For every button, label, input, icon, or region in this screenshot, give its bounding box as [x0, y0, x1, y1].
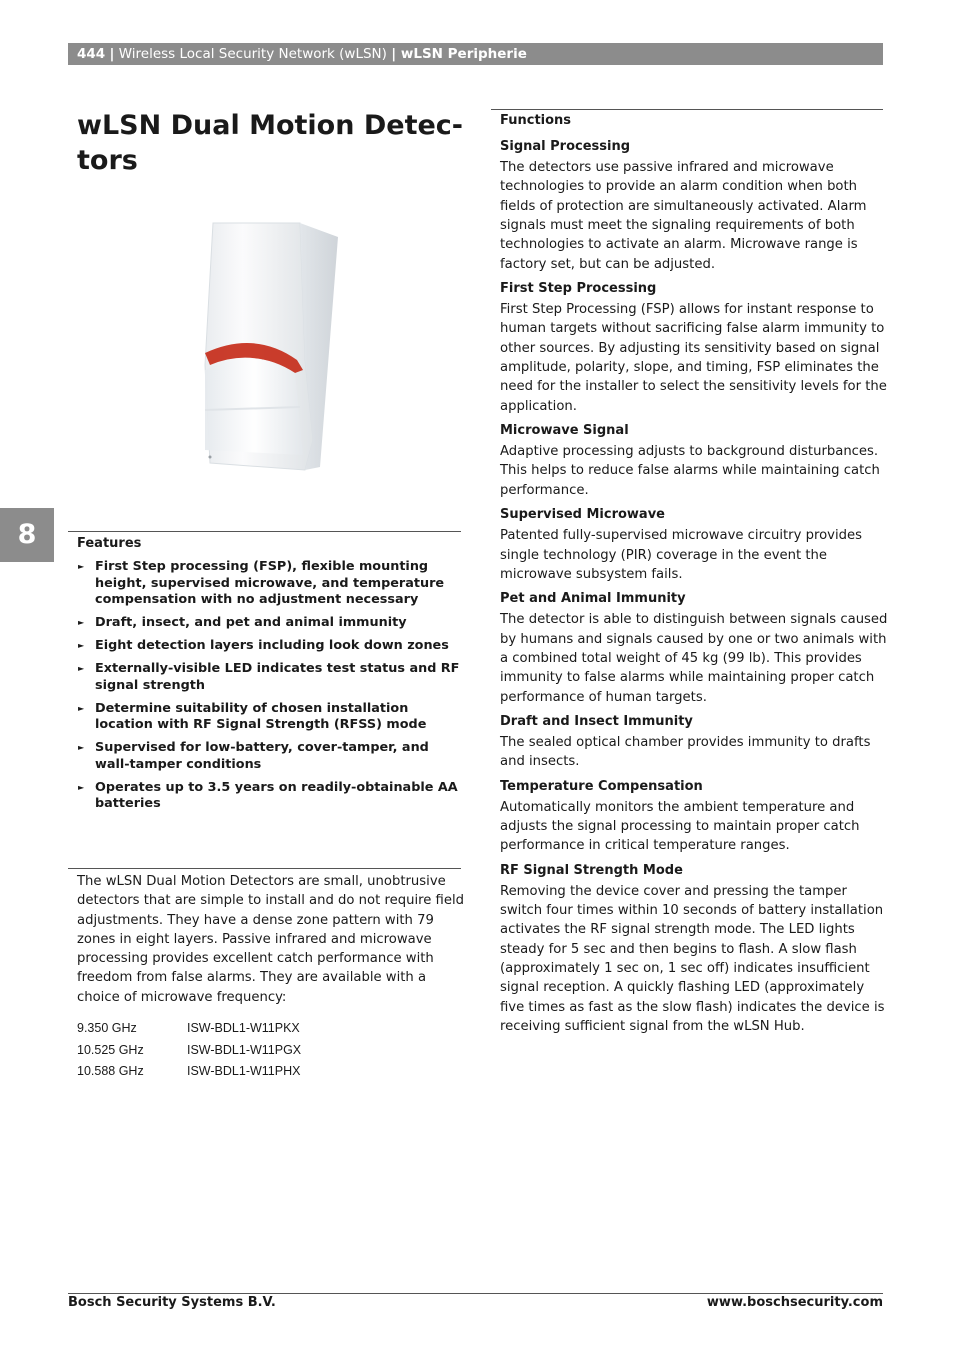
function-draft-insect-immunity: [500, 713, 888, 772]
footer-website-link[interactable]: www.boschsecurity.com: [706, 1295, 883, 1310]
feature-text: Eight detection layers including look down zones: [95, 638, 449, 653]
model-cell: ISW-BDL1-W11PGX: [187, 1042, 302, 1057]
feature-text: Supervised for low-battery, cover-tamper, and wall-tamper conditions: [95, 740, 429, 772]
function-title: Pet and Animal Immunity: [500, 591, 686, 607]
header-section: | wLSN Peripherie: [391, 46, 527, 62]
function-title: Signal Processing: [500, 139, 631, 154]
header-separator: |: [109, 46, 115, 62]
feature-text: Determine suitability of chosen installation location with RF Signal Strength (RFSS) mode: [95, 700, 427, 732]
function-title: Temperature Compensation: [500, 778, 703, 794]
feature-text: First Step processing (FSP), flexible mounting height, supervised microwave, and temperature compensation with no adjustment necessary: [95, 559, 445, 607]
bullet-arrow-icon: ►: [78, 703, 85, 713]
functions-heading: Functions: [500, 113, 572, 128]
feature-text: Externally-visible LED indicates test status and RF signal strength: [95, 661, 460, 693]
frequency-cell: 9.350 GHz: [77, 1021, 137, 1035]
feature-item: [77, 661, 463, 694]
product-image: [135, 195, 415, 495]
footer-rule: [68, 1293, 883, 1294]
feature-item: [77, 740, 463, 773]
function-microwave-signal: [500, 422, 888, 500]
features-section: [77, 535, 463, 819]
table-row: [77, 1040, 301, 1062]
function-text: The sealed optical chamber provides immunity to drafts and insects.: [500, 734, 871, 770]
bullet-arrow-icon: ►: [78, 664, 85, 673]
feature-item: [77, 638, 463, 655]
features-rule: [68, 531, 461, 532]
header-chapter: Wireless Local Security Network (wLSN): [118, 46, 387, 62]
footer-company: Bosch Security Systems B.V.: [68, 1295, 276, 1310]
header-page-number: 444: [77, 46, 106, 62]
functions-section: [500, 112, 888, 1042]
function-text: Automatically monitors the ambient temperature and adjusts the signal processing to maintain proper catch performance in critical temperature ranges.: [500, 799, 860, 854]
function-text: Patented fully-supervised microwave circuitry provides single technology (PIR) coverage in the event the microwave subsystem fails.: [500, 528, 862, 582]
feature-item: [77, 701, 463, 734]
bullet-arrow-icon: ►: [78, 782, 85, 792]
frequency-cell: 10.588 GHz: [77, 1064, 144, 1078]
function-title: Microwave Signal: [500, 423, 629, 439]
function-temperature-compensation: [500, 778, 888, 856]
function-text: The detectors use passive infrared and microwave technologies to provide an alarm condition when both fields of protection are simultaneously activated. Alarm signals must meet the signaling requirements of both technologies to activate an alarm. Microwave range is factory set, but can be adjusted.: [500, 160, 867, 272]
feature-item: [77, 780, 463, 813]
function-first-step-processing: [500, 280, 888, 416]
intro-rule: [68, 868, 461, 869]
features-list: [77, 559, 463, 813]
function-text: The detector is able to distinguish between signals caused by humans and signals caused by one or two animals with a combined total weight of 45 kg (99 lb). This provides immunity to false alarms while maintaining proper catch performance of human targets.: [500, 612, 888, 705]
function-pet-animal-immunity: [500, 590, 888, 707]
model-cell: ISW-BDL1-W11PHX: [187, 1064, 301, 1078]
function-title: RF Signal Strength Mode: [500, 862, 683, 878]
function-text: Removing the device cover and pressing the tamper switch four times within 10 seconds of battery installation activates the RF signal strength mode. The LED lights steady for 5 sec and then begins to flash. A slow flash (approximately 1 sec on, 1 sec off) indicates insufficient signal reception. A quickly flashing LED (approximately five times as fast as the slow flash) indicates the device is receiving sufficient signal from the wLSN Hub.: [500, 883, 885, 1035]
bullet-arrow-icon: ►: [78, 743, 85, 752]
feature-item: [77, 559, 463, 609]
function-title: Supervised Microwave: [500, 507, 665, 523]
frequency-cell: 10.525 GHz: [77, 1042, 144, 1057]
feature-item: [77, 615, 463, 632]
function-supervised-microwave: [500, 506, 888, 584]
running-header: [68, 43, 883, 65]
function-title: First Step Processing: [500, 281, 657, 297]
table-row: [77, 1018, 301, 1040]
page-title: wLSN Dual Motion Detec- tors: [77, 110, 464, 176]
intro-paragraph: The wLSN Dual Motion Detectors are small, unobtrusive detectors that are simple to install and do not require field adjustments. They have a dense zone pattern with 79 zones in eight layers. Passive infrared and microwave processing provides excellent catch performance with freedom from false alarms. They are available with a choice of microwave frequency:: [77, 874, 465, 1005]
function-title: Draft and Insect Immunity: [500, 713, 693, 729]
function-signal-processing: [500, 138, 888, 274]
bullet-arrow-icon: ►: [78, 562, 85, 571]
model-cell: ISW-BDL1-W11PKX: [187, 1021, 300, 1035]
functions-rule: [491, 109, 883, 110]
features-heading: Features: [77, 536, 142, 551]
feature-text: Draft, insect, and pet and animal immunity: [95, 615, 407, 630]
bullet-arrow-icon: ►: [78, 641, 85, 650]
chapter-tab[interactable]: 8: [0, 508, 54, 562]
table-row: [77, 1061, 301, 1083]
feature-text: Operates up to 3.5 years on readily-obtainable AA batteries: [95, 779, 458, 811]
function-text: Adaptive processing adjusts to background disturbances. This helps to reduce false alarms while maintaining catch performance.: [500, 444, 880, 498]
function-text: First Step Processing (FSP) allows for instant response to human targets without sacrificing false alarm immunity to other sources. By adjusting its sensitivity based on signal amplitude, polarity, slope, and timing, FSP eliminates the need for the installer to select the sensitivity levels for the application.: [500, 302, 887, 414]
frequency-table: [77, 1018, 301, 1083]
bullet-arrow-icon: ►: [78, 618, 85, 627]
function-rf-signal-strength-mode: [500, 862, 888, 1037]
